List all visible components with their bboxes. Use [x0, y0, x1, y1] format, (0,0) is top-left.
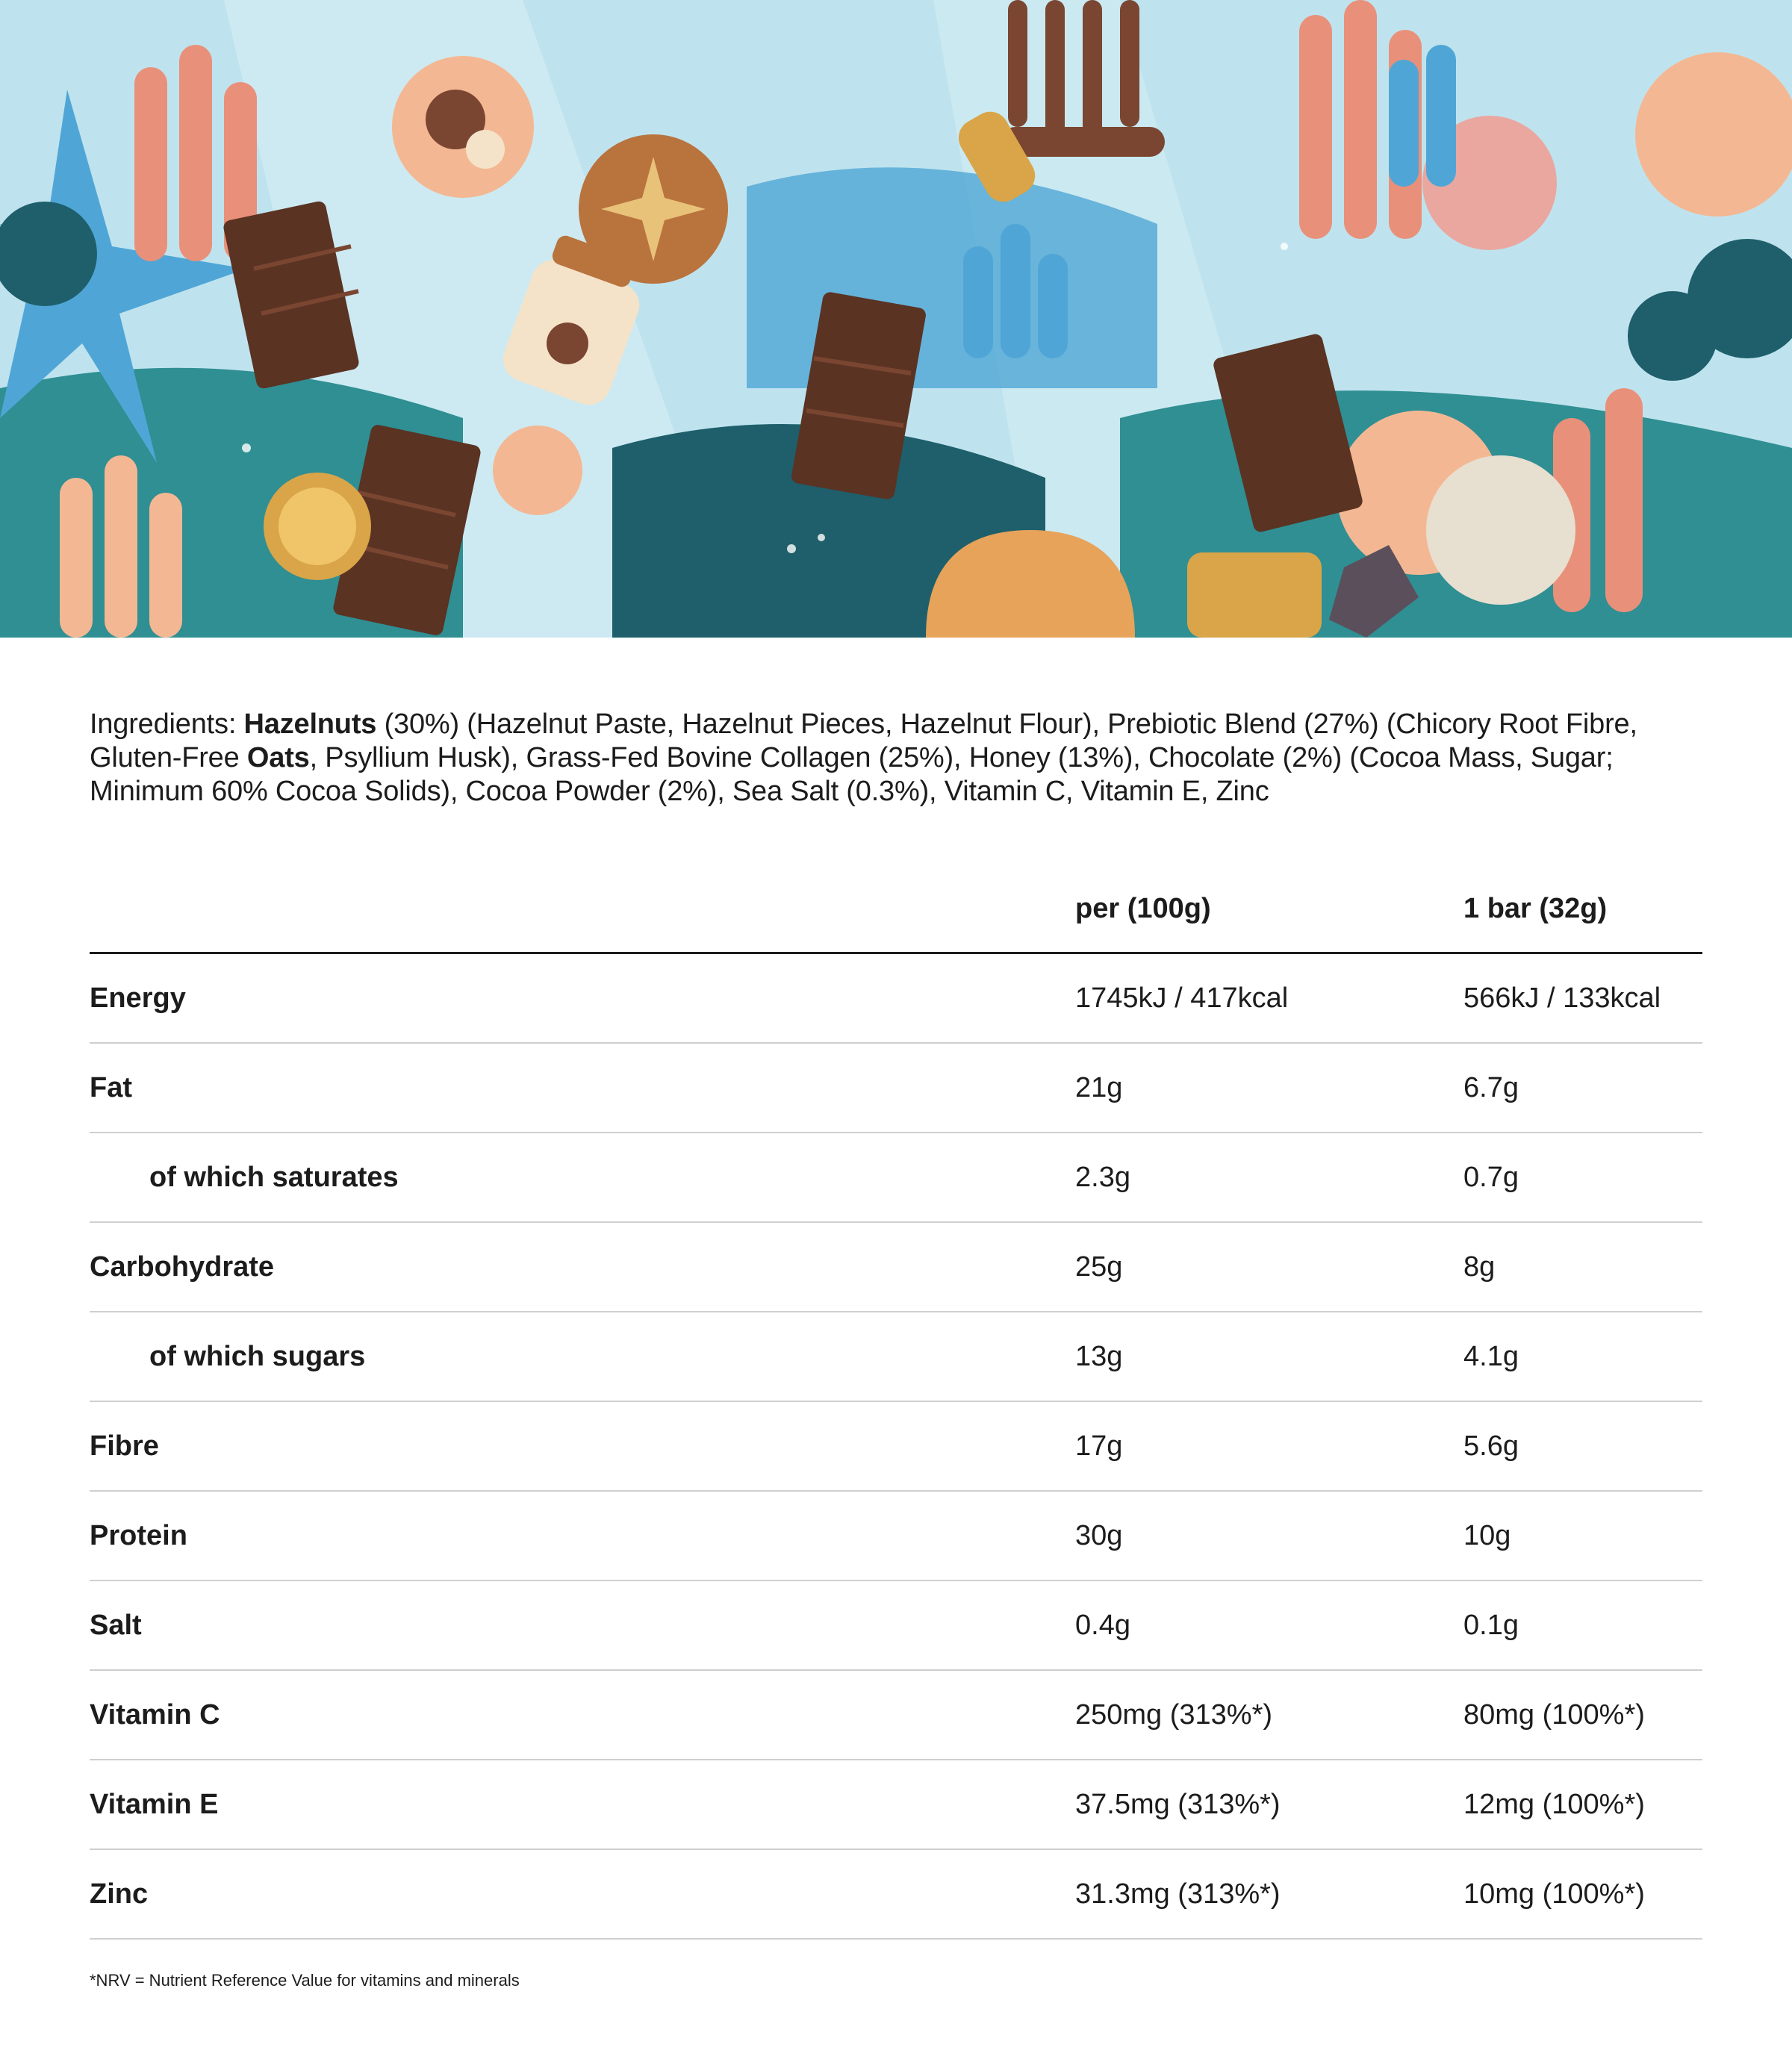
ingredients-prefix: Ingredients:: [90, 708, 244, 740]
value-per-bar: 8g: [1463, 1251, 1496, 1283]
table-row: [90, 1581, 1702, 1671]
ingredients-part-2: , Psyllium Husk), Grass-Fed Bovine Collagen (25%), Honey (13%), Chocolate (2%) (Cocoa Mass, Sugar; Minimum 60% Cocoa Solids), Cocoa Powder (2%), Sea Salt (0.3%), Vitamin C, Vitamin E, Zinc: [90, 742, 1614, 807]
coral-reef-illustration: [0, 0, 1792, 638]
table-row: [90, 1760, 1702, 1850]
value-per-100g: 0.4g: [1075, 1610, 1130, 1641]
value-per-bar: 0.7g: [1463, 1162, 1519, 1193]
value-per-bar: 5.6g: [1463, 1430, 1519, 1462]
value-per-bar: 566kJ / 133kcal: [1463, 982, 1661, 1014]
value-per-bar: 6.7g: [1463, 1072, 1519, 1103]
nutrition-rows: [90, 954, 1702, 1940]
table-row: [90, 1223, 1702, 1312]
value-per-100g: 37.5mg (313%*): [1075, 1789, 1281, 1820]
value-per-bar: 12mg (100%*): [1463, 1789, 1645, 1820]
value-per-100g: 1745kJ / 417kcal: [1075, 982, 1289, 1014]
table-row: [90, 1312, 1702, 1402]
value-per-100g: 30g: [1075, 1520, 1123, 1551]
ingredients-part-1: (30%) (Hazelnut Paste, Hazelnut Pieces, Hazelnut Flour), Prebiotic Blend (27%) (Chicory Root Fibre, Gluten-Free: [90, 708, 1637, 773]
ingredients-text: [90, 708, 1702, 809]
nutrient-name: Vitamin E: [90, 1789, 219, 1820]
nutrient-name: Fibre: [90, 1430, 159, 1462]
table-row: [90, 1133, 1702, 1223]
table-row: [90, 1671, 1702, 1760]
header-per-100g: per (100g): [1075, 893, 1211, 924]
table-row: [90, 1850, 1702, 1940]
table-row: [90, 1402, 1702, 1492]
table-row: [90, 954, 1702, 1044]
value-per-bar: 80mg (100%*): [1463, 1699, 1645, 1731]
nutrient-name: Fat: [90, 1072, 132, 1103]
value-per-100g: 250mg (313%*): [1075, 1699, 1273, 1731]
value-per-100g: 31.3mg (313%*): [1075, 1878, 1281, 1910]
nutrient-name: Carbohydrate: [90, 1251, 275, 1283]
value-per-100g: 13g: [1075, 1341, 1123, 1372]
value-per-100g: 2.3g: [1075, 1162, 1130, 1193]
table-row: [90, 1492, 1702, 1581]
nutrition-table-header: [90, 873, 1702, 954]
value-per-100g: 25g: [1075, 1251, 1123, 1283]
nutrient-name: of which saturates: [149, 1162, 399, 1193]
nutrient-name: Energy: [90, 982, 186, 1014]
header-per-bar: 1 bar (32g): [1463, 893, 1608, 924]
value-per-100g: 21g: [1075, 1072, 1123, 1103]
table-row: [90, 1044, 1702, 1133]
value-per-bar: 10g: [1463, 1520, 1511, 1551]
nutrient-name: of which sugars: [149, 1341, 366, 1372]
value-per-100g: 17g: [1075, 1430, 1123, 1462]
ingredients-bold-oats: Oats: [246, 742, 310, 773]
footnote: *NRV = Nutrient Reference Value for vitamins and minerals: [90, 1971, 520, 1990]
nutrition-table: [90, 873, 1702, 1940]
nutrient-name: Salt: [90, 1610, 142, 1641]
nutrient-name: Vitamin C: [90, 1699, 220, 1731]
ingredients-bold-hazelnuts: Hazelnuts: [243, 708, 377, 740]
value-per-bar: 4.1g: [1463, 1341, 1519, 1372]
nutrient-name: Protein: [90, 1520, 187, 1551]
nutrient-name: Zinc: [90, 1878, 149, 1910]
hero-illustration: [0, 0, 1792, 638]
value-per-bar: 10mg (100%*): [1463, 1878, 1645, 1910]
value-per-bar: 0.1g: [1463, 1610, 1519, 1641]
